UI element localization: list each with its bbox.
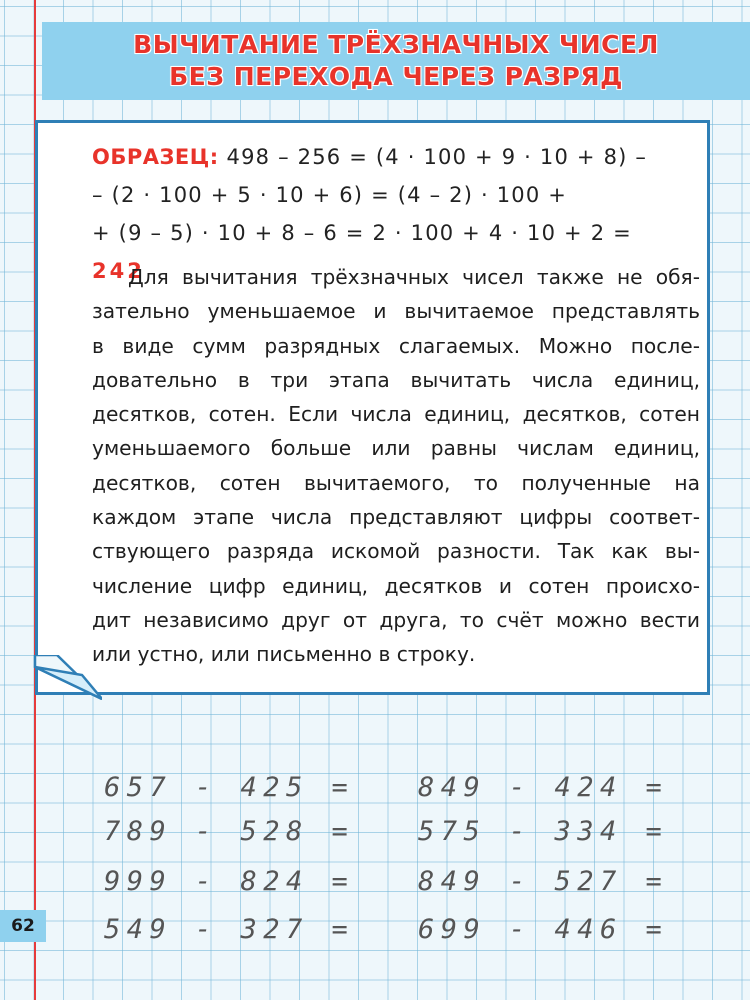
page-title-line-2: БЕЗ ПЕРЕХОДА ЧЕРЕЗ РАЗРЯД bbox=[169, 62, 623, 91]
rule-line: довательно в три этапа вычитать числа единиц, bbox=[92, 367, 700, 392]
rule-line: уменьшаемого больше или равны числам единиц, bbox=[92, 436, 700, 461]
rule-line: десятков, сотен вычитаемого, то полученные на bbox=[92, 470, 700, 495]
exercise-right-4: 699 - 446 = bbox=[418, 914, 669, 945]
rule-line: дит независимо друг от друга, то счёт можно вести bbox=[92, 607, 700, 632]
rule-line: ствующего разряда искомой разности. Так как вы- bbox=[92, 539, 700, 564]
exercise-right-2: 575 - 334 = bbox=[418, 816, 669, 847]
example-expression-1: 498 – 256 = (4 · 100 + 9 · 10 + 8) – bbox=[226, 145, 648, 169]
exercise-left-2: 789 - 528 = bbox=[104, 816, 355, 847]
rule-line: десятков, сотен. Если числа единиц, десятков, сотен bbox=[92, 402, 700, 427]
example-expression-3: + (9 – 5) · 10 + 8 – 6 = 2 · 100 + 4 · 10 + 2 = bbox=[92, 221, 632, 245]
page-number: 62 bbox=[0, 910, 46, 942]
exercise-right-3: 849 - 527 = bbox=[418, 866, 669, 897]
rule-line: в виде сумм разрядных слагаемых. Можно после- bbox=[92, 333, 700, 358]
exercise-left-3: 999 - 824 = bbox=[104, 866, 355, 897]
rule-line: числение цифр единиц, десятков и сотен происхо- bbox=[92, 573, 700, 598]
example-answer: 242 bbox=[92, 259, 145, 283]
rule-line: Для вычитания трёхзначных чисел также не обя- bbox=[128, 265, 700, 289]
exercise-right-1: 849 - 424 = bbox=[418, 772, 669, 803]
example-line-1 bbox=[92, 138, 692, 176]
page-title-line-1: ВЫЧИТАНИЕ ТРЁХЗНАЧНЫХ ЧИСЕЛ bbox=[133, 30, 659, 59]
title-banner bbox=[42, 22, 750, 100]
rule-line: или устно, или письменно в строку. bbox=[92, 642, 476, 667]
exercise-left-4: 549 - 327 = bbox=[104, 914, 355, 945]
rule-paragraph bbox=[92, 260, 700, 672]
rule-line: каждом этапе числа представляют цифры соответ- bbox=[92, 505, 700, 530]
rule-line: зательно уменьшаемое и вычитаемое представлять bbox=[92, 299, 700, 324]
example-label: ОБРАЗЕЦ: bbox=[92, 145, 219, 169]
exercise-left-1: 657 - 425 = bbox=[104, 772, 355, 803]
example-line-2: – (2 · 100 + 5 · 10 + 6) = (4 – 2) · 100 + bbox=[92, 183, 568, 207]
